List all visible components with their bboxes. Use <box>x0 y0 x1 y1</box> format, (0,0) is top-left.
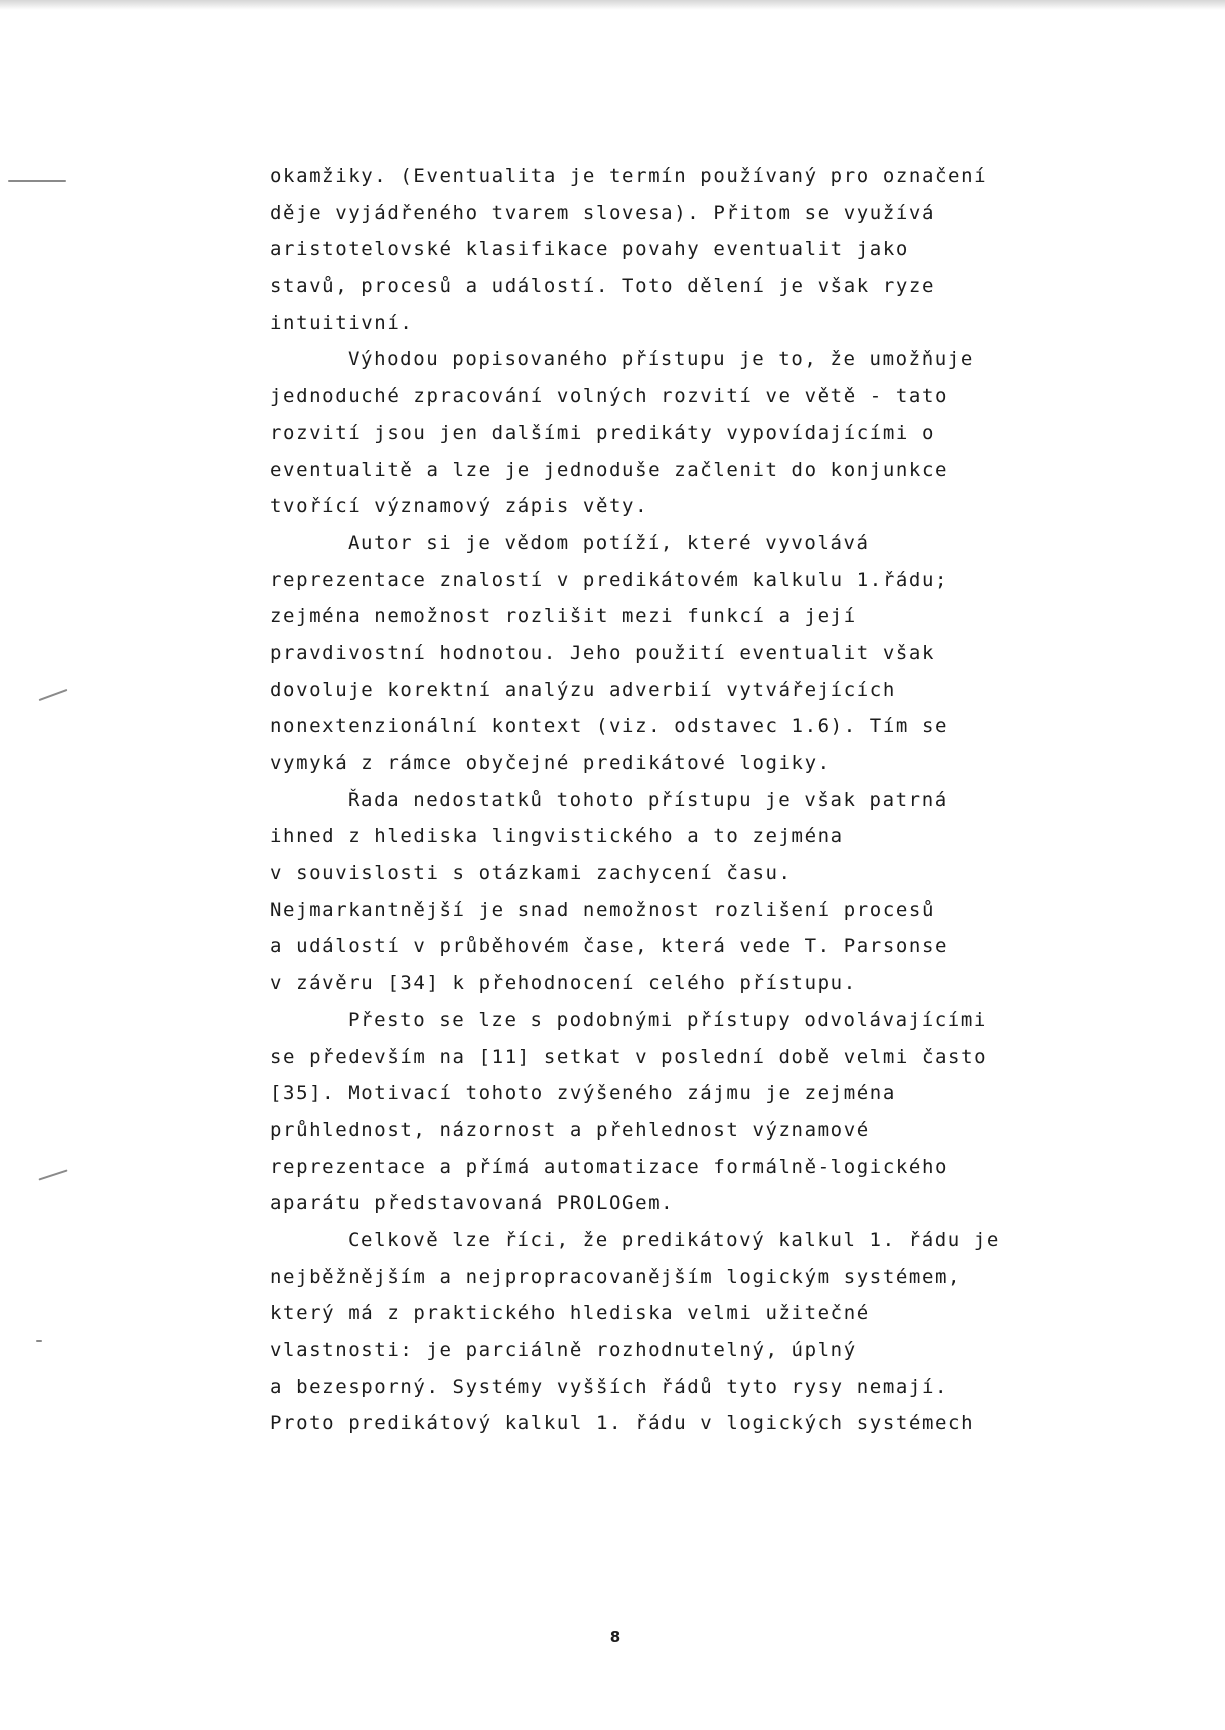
text-line: aristotelovské klasifikace povahy eventualit jako <box>270 238 909 261</box>
text-line: aparátu představovaná PROLOGem. <box>270 1192 675 1215</box>
text-line: [35]. Motivací tohoto zvýšeného zájmu je zejména <box>270 1082 896 1105</box>
text-line: ihned z hlediska lingvistického a to zejména <box>270 825 844 848</box>
text-line: vlastnosti: je parciálně rozhodnutelný, úplný <box>270 1339 857 1361</box>
text-line: jednoduché zpracování volných rozvití ve větě - tato <box>270 385 949 408</box>
paragraph-first-line: Výhodou popisovaného přístupu je to, že umožňuje <box>348 348 974 371</box>
text-line: nejběžnějším a nejpropracovanějším logickým systémem, <box>270 1265 962 1288</box>
text-line: intuitivní. <box>270 311 414 334</box>
text-line: rozvití jsou jen dalšími predikáty vypovídajícími o <box>270 421 935 444</box>
paragraph-first-line: Přesto se lze s podobnými přístupy odvolávajícími <box>348 1008 987 1031</box>
scan-edge-shadow <box>0 0 1225 10</box>
text-line: Proto predikátový kalkul 1. řádu v logických systémech <box>270 1412 975 1435</box>
text-line: tvořící významový zápis věty. <box>270 495 649 518</box>
page-number: 8 <box>609 1628 621 1646</box>
text-line: v souvislosti s otázkami zachycení času. <box>270 862 792 885</box>
text-line: eventualitě a lze je jednoduše začlenit do konjunkce <box>270 458 949 481</box>
text-line: reprezentace znalostí v predikátovém kalkulu 1.řádu; <box>270 568 949 591</box>
text-line: vymyká z rámce obyčejné predikátové logiky. <box>270 752 831 774</box>
body-text <box>270 158 1210 1442</box>
text-line: a bezesporný. Systémy vyšších řádů tyto rysy nemají. <box>270 1375 949 1398</box>
text-line: pravdivostní hodnotou. Jeho použití eventualit však <box>270 641 935 664</box>
text-line: který má z praktického hlediska velmi užitečné <box>270 1302 870 1325</box>
text-line: dovoluje korektní analýzu adverbií vytvářejících <box>270 678 896 701</box>
text-line: zejména nemožnost rozlišit mezi funkcí a její <box>270 605 857 628</box>
text-line: průhlednost, názornost a přehlednost významové <box>270 1118 870 1141</box>
text-line: okamžiky. (Eventualita je termín používaný pro označení <box>270 165 988 187</box>
paragraph-first-line: Autor si je vědom potíží, které vyvolává <box>348 531 870 554</box>
paragraph-first-line: Řada nedostatků tohoto přístupu je však patrná <box>348 788 948 811</box>
text-line: nonextenzionální kontext (viz. odstavec 1.6). Tím se <box>270 715 949 738</box>
text-line: děje vyjádřeného tvarem slovesa). Přitom se využívá <box>270 201 935 224</box>
margin-mark <box>39 689 68 701</box>
text-line: se především na [11] setkat v poslední době velmi často <box>270 1045 988 1068</box>
margin-mark <box>8 180 66 182</box>
text-line: a událostí v průběhovém čase, která vede T. Parsonse <box>270 935 949 958</box>
text-line: Nejmarkantnější je snad nemožnost rozlišení procesů <box>270 898 935 921</box>
margin-mark <box>36 1340 42 1342</box>
text-line: v závěru [34] k přehodnocení celého přístupu. <box>270 972 857 995</box>
text-line: stavů, procesů a událostí. Toto dělení je však ryze <box>270 275 935 298</box>
margin-mark <box>38 1169 67 1180</box>
paragraph-first-line: Celkově lze říci, že predikátový kalkul 1. řádu je <box>348 1228 1000 1251</box>
text-line: reprezentace a přímá automatizace formálně-logického <box>270 1155 949 1178</box>
